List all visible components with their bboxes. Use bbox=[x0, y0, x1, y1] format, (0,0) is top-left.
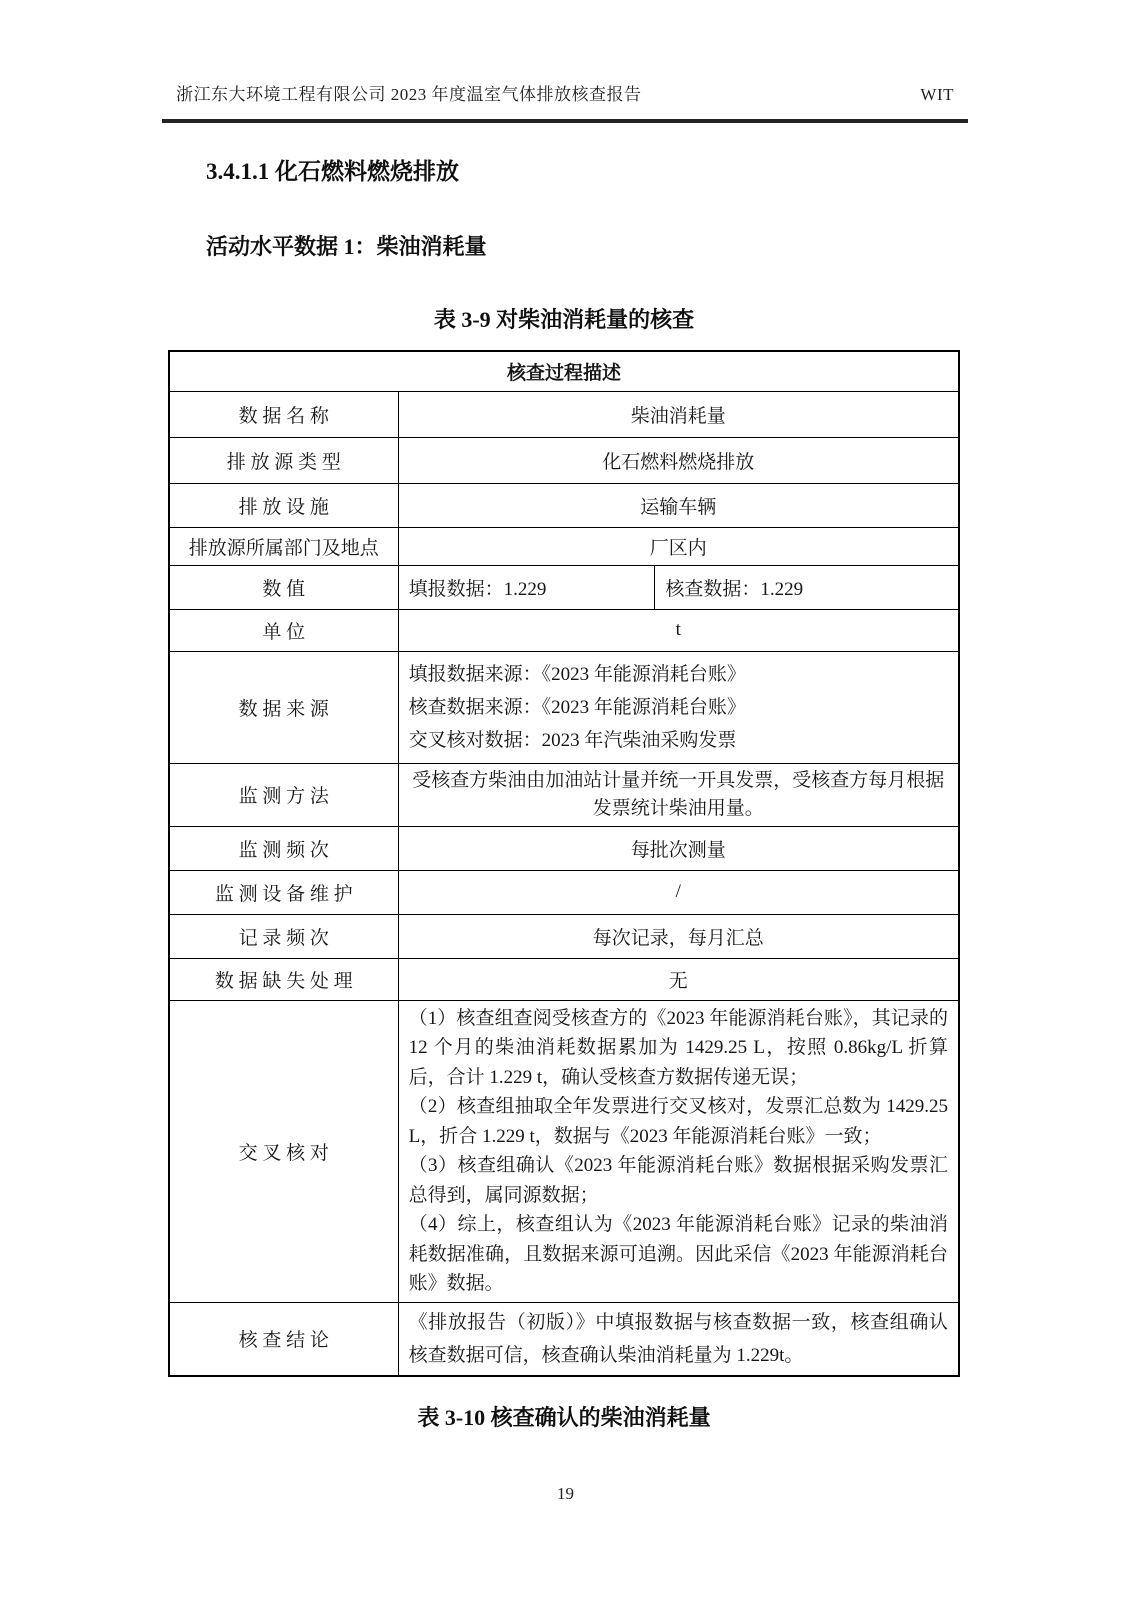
table-row-monitoring-frequency bbox=[169, 826, 959, 870]
row-label: 交 叉 核 对 bbox=[169, 1000, 398, 1302]
table-row-monitoring-method bbox=[169, 763, 959, 826]
row-value: 运输车辆 bbox=[398, 483, 959, 527]
row-label: 记 录 频 次 bbox=[169, 914, 398, 958]
section-heading: 3.4.1.1 化石燃料燃烧排放 bbox=[206, 159, 459, 184]
row-label: 单 位 bbox=[169, 609, 398, 651]
data-source-line: 交叉核对数据：2023 年汽柴油采购发票 bbox=[408, 729, 737, 751]
header-org-mark: WIT bbox=[920, 85, 954, 104]
table-row-numeric-value bbox=[169, 565, 959, 609]
table-row-unit bbox=[169, 609, 959, 651]
table-row-data-name bbox=[169, 391, 959, 437]
table-header-row bbox=[169, 351, 959, 391]
page-number: 19 bbox=[557, 1484, 574, 1503]
row-label: 数 据 名 称 bbox=[169, 391, 398, 437]
row-value: 无 bbox=[398, 958, 959, 1000]
row-value: / bbox=[398, 870, 959, 914]
row-label: 数 据 来 源 bbox=[169, 651, 398, 763]
row-value: 厂区内 bbox=[398, 527, 959, 565]
row-label: 监 测 设 备 维 护 bbox=[169, 870, 398, 914]
subsection-heading: 活动水平数据 1：柴油消耗量 bbox=[206, 234, 487, 259]
reported-value-cell: 填报数据：1.229 bbox=[398, 565, 655, 609]
row-value bbox=[398, 651, 959, 763]
table-3-10-caption: 表 3-10 核查确认的柴油消耗量 bbox=[417, 1404, 711, 1430]
row-value: 每批次测量 bbox=[398, 826, 959, 870]
table-row-missing-data-handling bbox=[169, 958, 959, 1000]
table-header-cell: 核查过程描述 bbox=[169, 351, 959, 391]
row-label: 监 测 频 次 bbox=[169, 826, 398, 870]
conclusion-paragraph: 《排放报告（初版）》中填报数据与核查数据一致，核查组确认核查数据可信，核查确认柴油消耗量为 1.229t。 bbox=[408, 1311, 948, 1366]
table-row-department bbox=[169, 527, 959, 565]
cross-check-paragraph: （1）核查组查阅受核查方的《2023 年能源消耗台账》，其记录的 12 个月的柴油消耗数据累加为 1429.25 L，按照 0.86kg/L 折算后，合计 1.229 t，确认受核查方数据传递无误； bbox=[408, 1007, 948, 1088]
row-label: 排 放 源 类 型 bbox=[169, 437, 398, 483]
row-label: 监 测 方 法 bbox=[169, 763, 398, 826]
row-value: 化石燃料燃烧排放 bbox=[398, 437, 959, 483]
table-row-record-frequency bbox=[169, 914, 959, 958]
row-value: t bbox=[398, 609, 959, 651]
header-report-title: 浙江东大环境工程有限公司 2023 年度温室气体排放核查报告 bbox=[176, 85, 642, 104]
cross-check-paragraph: （4）综上，核查组认为《2023 年能源消耗台账》记录的柴油消耗数据准确，且数据来源可追溯。因此采信《2023 年能源消耗台账》数据。 bbox=[408, 1214, 948, 1294]
row-label: 数 据 缺 失 处 理 bbox=[169, 958, 398, 1000]
header-divider bbox=[162, 119, 968, 123]
table-row-cross-check bbox=[169, 1000, 959, 1302]
page-header bbox=[168, 80, 960, 105]
row-value bbox=[398, 1302, 959, 1376]
table-row-source-type bbox=[169, 437, 959, 483]
row-value bbox=[398, 1000, 959, 1302]
row-label: 核 查 结 论 bbox=[169, 1302, 398, 1376]
row-label: 排 放 设 施 bbox=[169, 483, 398, 527]
table-row-data-source bbox=[169, 651, 959, 763]
row-label: 数 值 bbox=[169, 565, 398, 609]
row-value: 每次记录，每月汇总 bbox=[398, 914, 959, 958]
row-value: 柴油消耗量 bbox=[398, 391, 959, 437]
data-source-line: 核查数据来源：《2023 年能源消耗台账》 bbox=[408, 696, 746, 718]
table-row-conclusion bbox=[169, 1302, 959, 1376]
row-label: 排放源所属部门及地点 bbox=[169, 527, 398, 565]
verified-value-cell: 核查数据：1.229 bbox=[655, 565, 959, 609]
table-row-equipment-maintenance bbox=[169, 870, 959, 914]
cross-check-paragraph: （3）核查组确认《2023 年能源消耗台账》数据根据采购发票汇总得到，属同源数据； bbox=[408, 1155, 948, 1206]
diesel-verification-table bbox=[168, 350, 960, 1377]
row-value: 受核查方柴油由加油站计量并统一开具发票，受核查方每月根据发票统计柴油用量。 bbox=[398, 763, 959, 826]
cross-check-paragraph: （2）核查组抽取全年发票进行交叉核对，发票汇总数为 1429.25 L，折合 1.229 t，数据与《2023 年能源消耗台账》一致； bbox=[408, 1096, 948, 1147]
data-source-line: 填报数据来源：《2023 年能源消耗台账》 bbox=[408, 663, 746, 685]
table-3-9-caption: 表 3-9 对柴油消耗量的核查 bbox=[433, 307, 695, 332]
table-row-facility bbox=[169, 483, 959, 527]
